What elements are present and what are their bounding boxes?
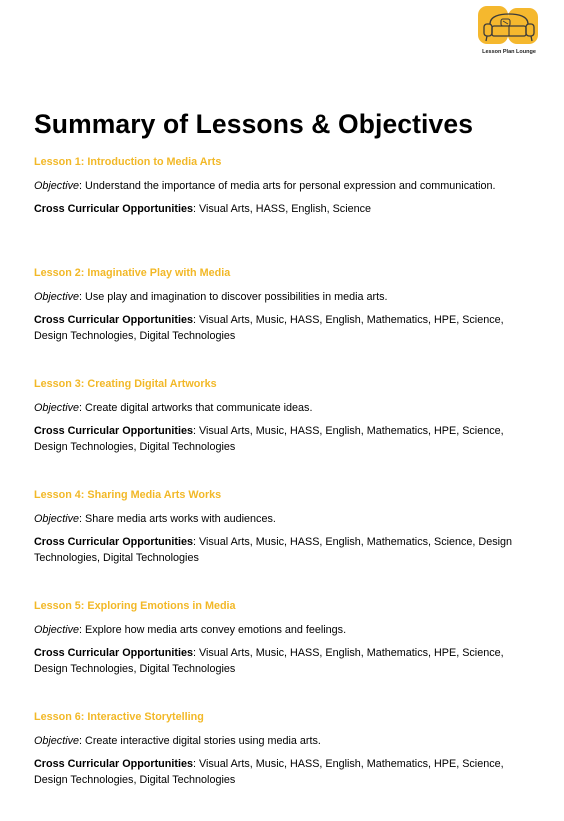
objective-text: Share media arts works with audiences.: [85, 513, 276, 525]
cross-curricular: [34, 646, 539, 677]
cross-curricular-label: Cross Curricular Opportunities: [34, 314, 193, 326]
objective-separator: :: [79, 402, 86, 414]
brand-logo[interactable]: [474, 4, 544, 60]
objective-separator: :: [79, 180, 86, 192]
lesson-title: Lesson 2: Imaginative Play with Media: [34, 267, 231, 279]
objective-text: Understand the importance of media arts for personal expression and communication.: [85, 180, 496, 192]
lesson-item: [34, 710, 539, 821]
objective-label: Objective: [34, 513, 80, 525]
cross-curricular-separator: :: [192, 758, 199, 770]
objective-text: Use play and imagination to discover possibilities in media arts.: [85, 291, 388, 303]
cross-curricular-label: Cross Curricular Opportunities: [34, 203, 193, 215]
lesson-objective: [34, 290, 539, 304]
lesson-item: [34, 488, 539, 599]
objective-separator: :: [79, 513, 86, 525]
lesson-objective: [34, 512, 539, 526]
lesson-objective: [34, 623, 539, 637]
cross-curricular-separator: :: [192, 536, 199, 548]
lesson-title: Lesson 4: Sharing Media Arts Works: [34, 489, 222, 501]
cross-curricular-text: Visual Arts, HASS, English, Science: [198, 203, 372, 215]
logo-text: Lesson Plan Lounge: [482, 49, 536, 55]
objective-separator: :: [79, 624, 86, 636]
cross-curricular-text: Visual Arts, Music, HASS, English, Mathematics, HPE, Science, Design Technologies, Digital Technologies: [34, 647, 504, 675]
cross-curricular: [34, 424, 539, 455]
cross-curricular-text: Visual Arts, Music, HASS, English, Mathematics, Science, Design Technologies, Digital Technologies: [34, 536, 513, 564]
page-title: Summary of Lessons & Objectives: [34, 109, 474, 139]
lesson-item: [34, 377, 539, 488]
objective-text: Create interactive digital stories using media arts.: [85, 735, 321, 747]
cross-curricular-text: Visual Arts, Music, HASS, English, Mathematics, HPE, Science, Design Technologies, Digital Technologies: [34, 314, 504, 342]
lesson-title: Lesson 5: Exploring Emotions in Media: [34, 600, 236, 612]
cross-curricular: [34, 757, 539, 788]
objective-label: Objective: [34, 735, 80, 747]
lesson-item: [34, 266, 539, 377]
objective-separator: :: [79, 735, 86, 747]
objective-label: Objective: [34, 180, 80, 192]
objective-label: Objective: [34, 291, 80, 303]
cross-curricular-separator: :: [192, 203, 199, 215]
cross-curricular-text: Visual Arts, Music, HASS, English, Mathematics, HPE, Science, Design Technologies, Digital Technologies: [34, 758, 504, 786]
objective-separator: :: [79, 291, 86, 303]
cross-curricular-label: Cross Curricular Opportunities: [34, 647, 193, 659]
cross-curricular-separator: :: [192, 314, 199, 326]
cross-curricular-label: Cross Curricular Opportunities: [34, 758, 193, 770]
lesson-title: Lesson 3: Creating Digital Artworks: [34, 378, 217, 390]
lesson-objective: [34, 179, 539, 193]
lesson-list: [34, 155, 539, 821]
sofa-icon: [476, 4, 542, 48]
lesson-item: [34, 155, 539, 266]
cross-curricular-label: Cross Curricular Opportunities: [34, 425, 193, 437]
objective-text: Explore how media arts convey emotions and feelings.: [85, 624, 347, 636]
lesson-objective: [34, 401, 539, 415]
cross-curricular-separator: :: [192, 425, 199, 437]
objective-label: Objective: [34, 624, 80, 636]
lesson-objective: [34, 734, 539, 748]
objective-text: Create digital artworks that communicate ideas.: [85, 402, 313, 414]
cross-curricular-label: Cross Curricular Opportunities: [34, 536, 193, 548]
lesson-title: Lesson 1: Introduction to Media Arts: [34, 156, 222, 168]
lesson-item: [34, 599, 539, 710]
cross-curricular: [34, 313, 539, 344]
cross-curricular: [34, 535, 539, 566]
cross-curricular-separator: :: [192, 647, 199, 659]
cross-curricular-text: Visual Arts, Music, HASS, English, Mathematics, HPE, Science, Design Technologies, Digital Technologies: [34, 425, 504, 453]
lesson-title: Lesson 6: Interactive Storytelling: [34, 711, 204, 723]
cross-curricular: [34, 202, 539, 218]
objective-label: Objective: [34, 402, 80, 414]
